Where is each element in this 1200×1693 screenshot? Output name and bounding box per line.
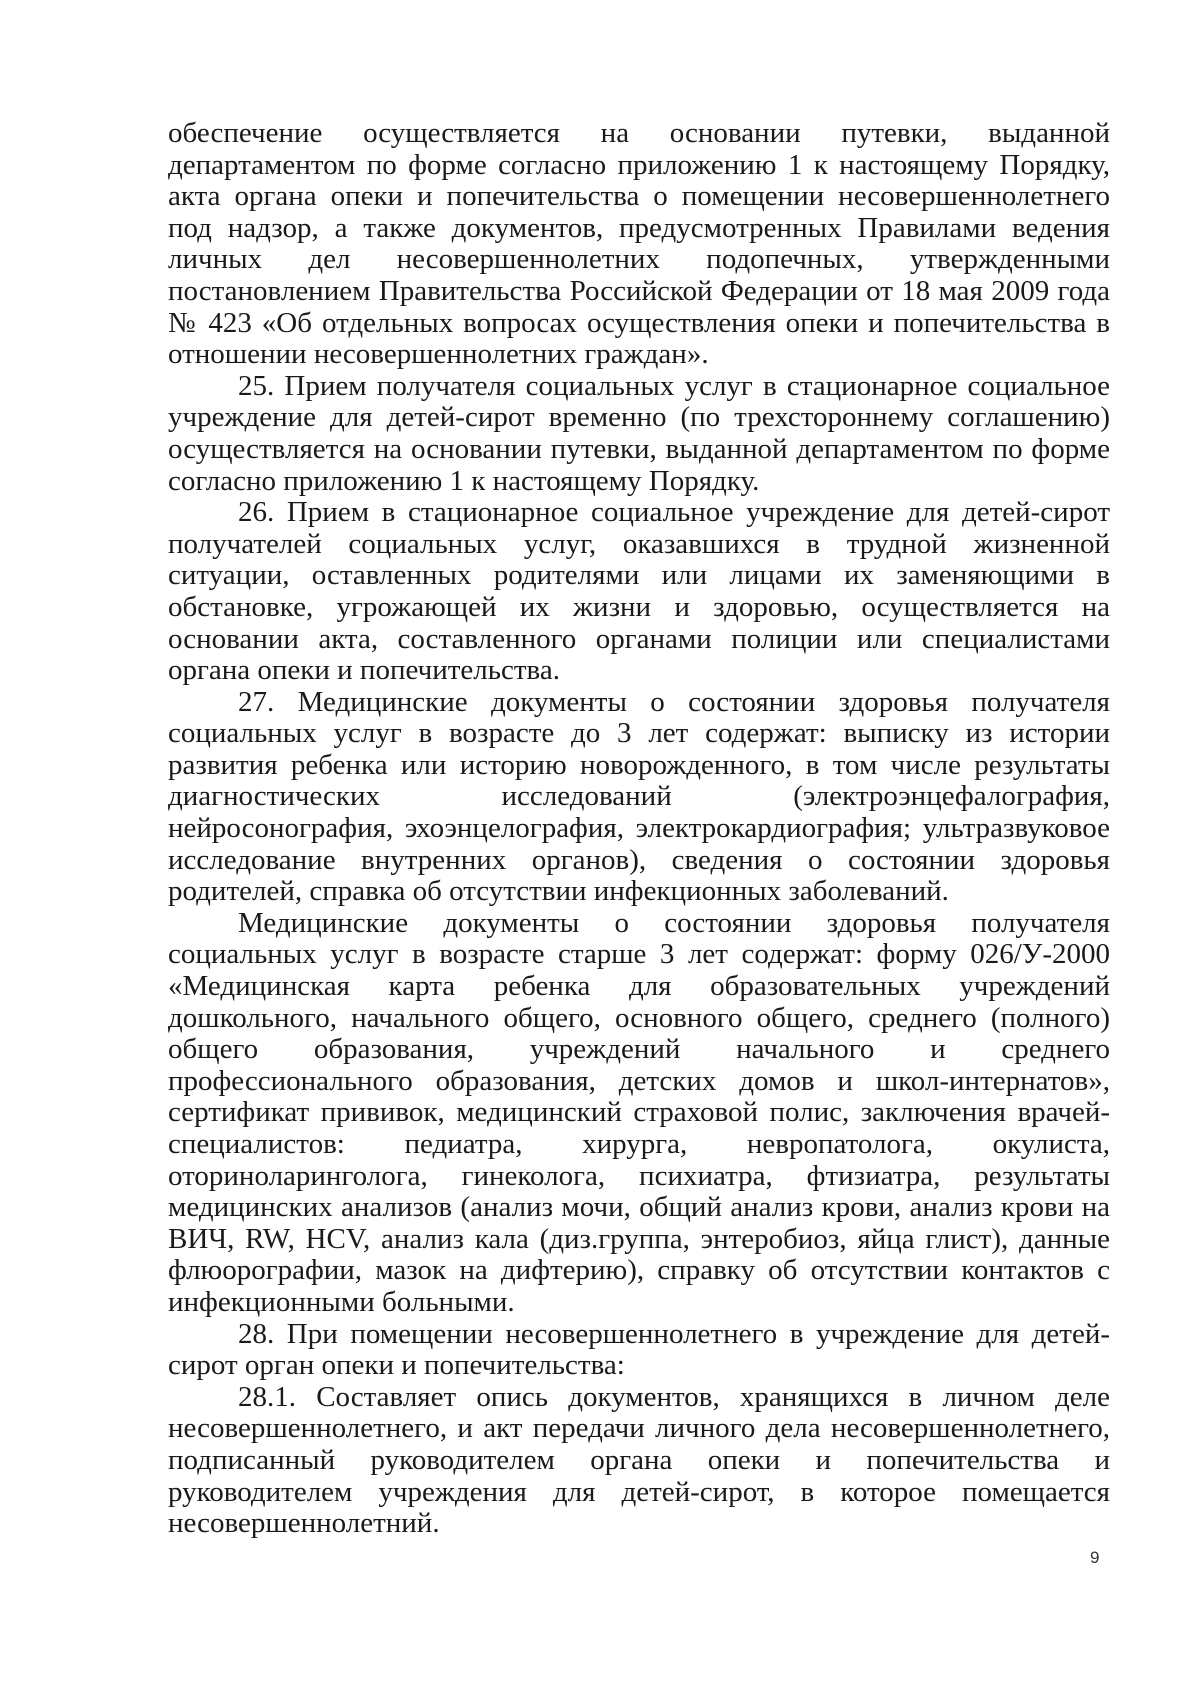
paragraph-28-1: 28.1. Составляет опись документов, хранящихся в личном деле несовершеннолетнего, и акт передачи личного дела несовершеннолетнего, подписанный руководителем органа опеки и попечительства и руководителем учреждения для детей-сирот, в которое помещается несовершеннолетний. <box>168 1380 1110 1540</box>
page-number: 9 <box>1090 1548 1100 1567</box>
paragraph-27-continued: Медицинские документы о состоянии здоровья получателя социальных услуг в возрасте старше 3 лет содержат: форму 026/У-2000 «Медицинская карта ребенка для образовательных учреждений дошкольного, начального общего, основного общего, среднего (полного) общего образования, учреждений начального и среднего профессионального образования, детских домов и школ-интернатов», сертификат прививок, медицинский страховой полис, заключения врачей-специалистов: педиатра, хирурга, невропатолога, окулиста, оториноларинголога, гинеколога, психиатра, фтизиатра, результаты медицинских анализов (анализ мочи, общий анализ крови, анализ крови на ВИЧ, RW, HCV, анализ кала (диз.группа, энтеробиоз, яйца глист), данные флюорографии, мазок на дифтерию), справку об отсутствии контактов с инфекционными больными. <box>168 906 1110 1318</box>
paragraph-28: 28. При помещении несовершеннолетнего в учреждение для детей-сирот орган опеки и попечительства: <box>168 1317 1110 1382</box>
document-body <box>168 118 1110 1540</box>
paragraph-27: 27. Медицинские документы о состоянии здоровья получателя социальных услуг в возрасте до 3 лет содержат: выписку из истории развития ребенка или историю новорожденного, в том числе результаты диагностических исследований (электроэнцефалография, нейросонография, эхоэнцелография, электрокардиография; ультразвуковое исследование внутренних органов), сведения о состоянии здоровья родителей, справка об отсутствии инфекционных заболеваний. <box>168 685 1110 908</box>
paragraph-25: 25. Прием получателя социальных услуг в стационарное социальное учреждение для детей-сирот временно (по трехстороннему соглашению) осуществляется на основании путевки, выданной департаментом по форме согласно приложению 1 к настоящему Порядку. <box>168 369 1110 497</box>
paragraph-continuation: обеспечение осуществляется на основании путевки, выданной департаментом по форме согласно приложению 1 к настоящему Порядку, акта органа опеки и попечительства о помещении несовершеннолетнего под надзор, а также документов, предусмотренных Правилами ведения личных дел несовершеннолетних подопечных, утвержденными постановлением Правительства Российской Федерации от 18 мая 2009 года № 423 «Об отдельных вопросах осуществления опеки и попечительства в отношении несовершеннолетних граждан». <box>168 117 1110 371</box>
paragraph-26: 26. Прием в стационарное социальное учреждение для детей-сирот получателей социальных услуг, оказавшихся в трудной жизненной ситуации, оставленных родителями или лицами их заменяющими в обстановке, угрожающей их жизни и здоровью, осуществляется на основании акта, составленного органами полиции или специалистами органа опеки и попечительства. <box>168 496 1110 687</box>
